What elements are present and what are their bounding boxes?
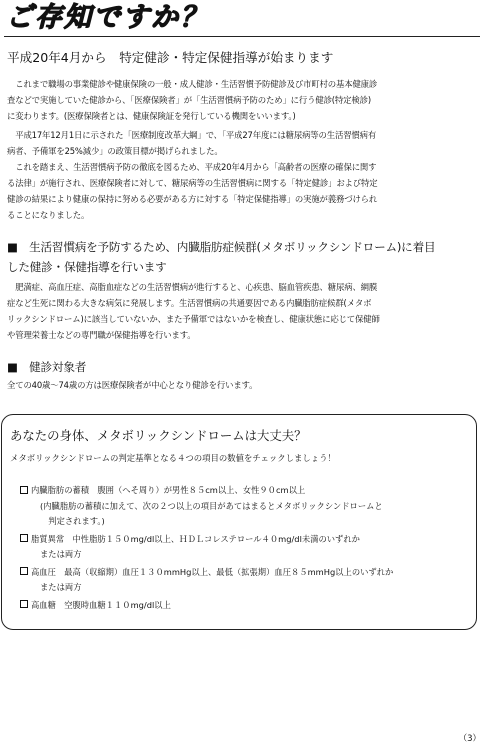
- intro-paragraph-2: 平成17年12月1日に示された「医療制度改革大綱」で、「平成27年度には糖尿病等の生活習慣病有 病者、予備軍を25%減少」の政策目標が掲げられました。: [7, 130, 377, 156]
- criteria-label: 高血圧 最高（収縮期）血圧１３０mmHg以上、最低（拡張期）血圧８５mmHg以上のいずれか: [31, 566, 394, 577]
- criteria-item-visceral-fat: [20, 483, 472, 530]
- criteria-item-blood-sugar: [20, 598, 472, 614]
- section-metabolic-heading: ■ 生活習慣病を予防するため、内臓脂肪症候群(メタボリックシンドローム)に着目 した健診・保健指導を行います: [7, 240, 436, 274]
- header-divider: [4, 36, 480, 37]
- checkbox-icon[interactable]: [20, 486, 28, 494]
- criteria-item-lipid: [20, 532, 472, 563]
- criteria-label: 高血糖 空腹時血糖１１０mg/dl以上: [31, 599, 171, 610]
- checkbox-icon[interactable]: [20, 567, 28, 575]
- intro-paragraph-1: これまで職場の事業健診や健康保険の一般・成人健診・生活習慣予防健診及び市町村の基本健康診 査などで実施していた健診から、「医療保険者」が「生活習慣病予防のため」に行う健診(特定検診) に変わります。(医療保険者とは、健康保険証を発行している機関をいいます。): [7, 79, 378, 121]
- section-target-heading: ■ 健診対象者: [7, 360, 87, 374]
- criteria-label: 脂質異常 中性脂肪１５０mg/dl以上、ＨＤＬコレステロール４０mg/dl未満のいずれか: [31, 533, 360, 544]
- check-box-title: あなたの身体、メタボリックシンドロームは大丈夫？: [10, 428, 307, 443]
- page-header-title: ご存知ですか？: [6, 2, 209, 33]
- check-box-intro: メタボリックシンドロームの判定基準となる４つの項目の数値をチェックしましょう！: [10, 453, 336, 463]
- checkbox-icon[interactable]: [20, 534, 28, 542]
- main-heading: 平成20年4月から 特定健診・特定保健指導が始まります: [7, 50, 334, 65]
- criteria-item-blood-pressure: [20, 565, 472, 596]
- section-metabolic-body: 肥満症、高血圧症、高脂血症などの生活習慣病が進行すると、心疾患、脳血管疾患、糖尿病、網膜 症など生死に関わる大きな病気に発展します。生活習慣病の共通要因である内臓脂肪症候群(メタボ リックシンドローム)に該当していないか、また予備軍ではないかを検査し、健康状態に応じて保健師 や管理栄養士などの専門職が保健指導を行います。: [7, 282, 380, 340]
- section-target-body: 全ての40歳～74歳の方は医療保険者が中心となり健診を行います。: [7, 380, 258, 390]
- criteria-note: または両方: [40, 549, 82, 559]
- criteria-note: (内臓脂肪の蓄積に加えて、次の２つ以上の項目があてはまるとメタボリックシンドロームと 判定されます。): [40, 500, 383, 526]
- intro-paragraph-3: これを踏まえ、生活習慣病予防の徹底を図るため、平成20年4月から「高齢者の医療の確保に関す る法律」が施行され、医療保険者に対して、糖尿病等の生活習慣病に関する「特定健診」および特定 健診の結果により健康の保持に努める必要がある方に対する「特定保健指導」の実施が義務づけられ ることになりました。: [7, 162, 378, 220]
- checkbox-icon[interactable]: [20, 600, 28, 608]
- criteria-list: [20, 483, 472, 615]
- page-number: （3）: [458, 734, 481, 744]
- criteria-note: または両方: [40, 582, 82, 592]
- criteria-label: 内臓脂肪の蓄積 腹囲（へそ周り）が男性８５cm以上、女性９０cm以上: [31, 485, 306, 495]
